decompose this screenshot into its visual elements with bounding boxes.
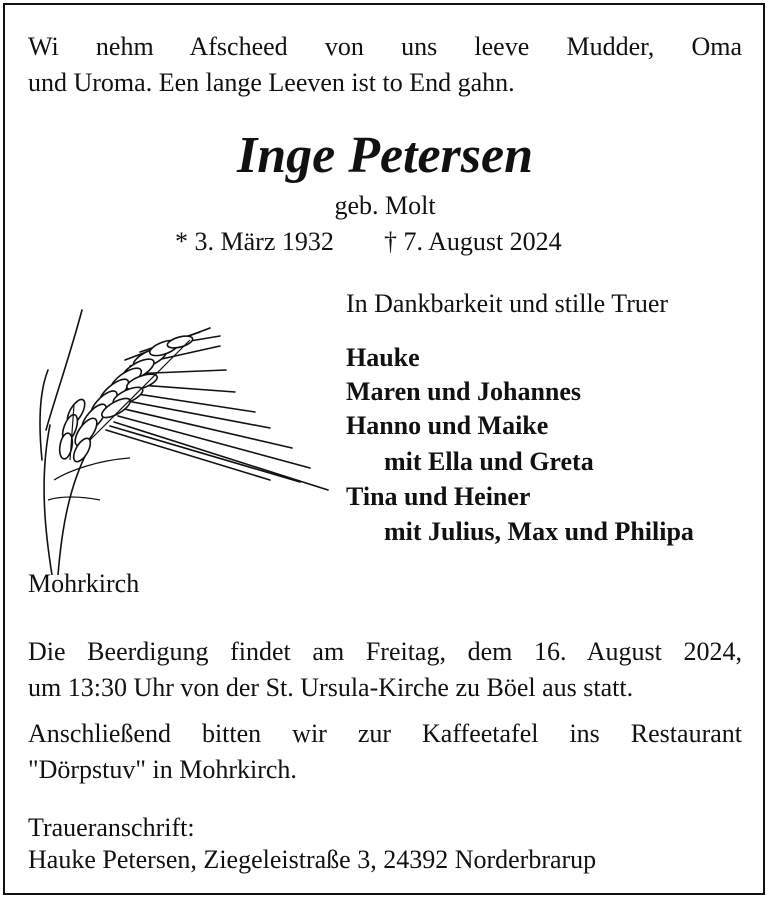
- intro-line-1: Wi nehm Afscheed von uns leeve Mudder, Oma: [28, 32, 742, 61]
- address-value: Hauke Petersen, Ziegeleistraße 3, 24392 Norderbrarup: [28, 845, 597, 874]
- funeral-line-1: Die Beerdigung findet am Freitag, dem 16. August 2024,: [28, 637, 742, 666]
- birth-date: * 3. März 1932: [175, 227, 334, 256]
- gratitude-line: In Dankbarkeit und stille Truer: [346, 289, 669, 318]
- maiden-name: geb. Molt: [334, 191, 436, 220]
- funeral-line-2: um 13:30 Uhr von der St. Ursula-Kirche zu Böel aus statt.: [28, 673, 634, 702]
- mourner-ella-greta: mit Ella und Greta: [384, 447, 594, 476]
- place-name: Mohrkirch: [28, 569, 140, 598]
- wheat-ear-icon: [30, 300, 335, 575]
- reception-line-2: "Dörpstuv" in Mohrkirch.: [28, 755, 297, 784]
- intro-line-2: und Uroma. Een lange Leeven ist to End gahn.: [28, 68, 515, 97]
- reception-line-1: Anschließend bitten wir zur Kaffeetafel ins Restaurant: [28, 719, 742, 748]
- mourner-julius-max-philipa: mit Julius, Max und Philipa: [384, 517, 694, 546]
- mourner-hauke: Hauke: [346, 343, 420, 372]
- mourner-tina-heiner: Tina und Heiner: [346, 482, 531, 511]
- deceased-name: Inge Petersen: [236, 127, 534, 184]
- address-label: Traueranschrift:: [28, 813, 195, 842]
- death-date: † 7. August 2024: [384, 227, 562, 256]
- mourner-maren-johannes: Maren und Johannes: [346, 377, 582, 406]
- mourner-hanno-maike: Hanno und Maike: [346, 411, 549, 440]
